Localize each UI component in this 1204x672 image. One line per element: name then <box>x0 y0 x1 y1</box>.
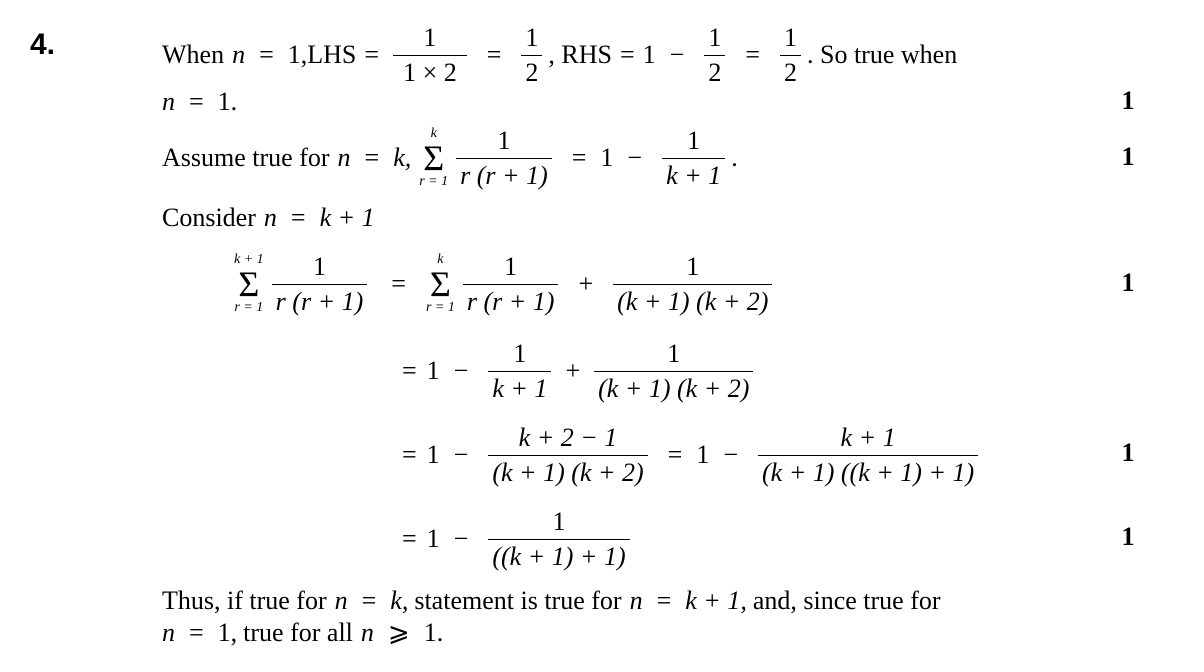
term-fraction: $\frac{k + 1}{(k + 1) ((k + 1) + 1)}$ <box>758 423 978 488</box>
plus-sign: + <box>565 356 581 385</box>
term-fraction: $\frac{1}{r (r + 1)}$ <box>456 126 552 191</box>
summation-symbol: k Σ r = 1 <box>425 252 455 315</box>
half-fraction: $\frac{1}{2}$ <box>780 23 801 88</box>
var-n: n <box>360 618 374 647</box>
consider-text: Consider <box>162 203 256 232</box>
one-value: 1 <box>600 143 614 172</box>
one-value: 1. <box>423 618 444 647</box>
assume-text: Assume true for <box>162 143 330 172</box>
minus-sign: − <box>723 440 738 469</box>
rhs-fraction: $\frac{1}{k + 1}$ <box>662 126 725 191</box>
equals-sign: = <box>364 143 380 172</box>
question-number: 4. <box>30 28 56 61</box>
equals-sign: = <box>391 269 406 298</box>
conclusion-line-2 <box>162 618 443 648</box>
one-value: 1. <box>217 87 238 116</box>
half-fraction: $\frac{1}{2}$ <box>704 23 725 88</box>
step-1-line <box>232 244 778 324</box>
term-fraction: $\frac{k + 2 - 1}{(k + 1) (k + 2)}$ <box>488 423 647 488</box>
equals-sign: = <box>667 440 683 469</box>
minus-sign: − <box>453 440 469 469</box>
minus-sign: − <box>453 524 469 553</box>
var-k: k, <box>393 143 412 172</box>
mark-step-3: 1 <box>1121 438 1135 467</box>
equals-sign: = <box>402 524 417 553</box>
summation-symbol: k Σ r = 1 <box>419 126 449 189</box>
var-n: n <box>162 618 175 647</box>
rhs-label: , RHS <box>548 40 612 69</box>
mark-assumption: 1 <box>1121 142 1135 171</box>
base-case-line <box>162 20 957 90</box>
geq-sign: ⩾ <box>387 618 410 647</box>
summation-symbol: k + 1 Σ r = 1 <box>234 252 264 315</box>
base-case-line-2 <box>162 86 237 118</box>
consider-line <box>162 202 375 234</box>
equals-sign: = <box>656 586 672 615</box>
when-text: When <box>162 40 225 69</box>
conclusion-text: and, since true for <box>752 586 941 615</box>
minus-sign: − <box>669 40 685 69</box>
conclusion-text: Thus, if true for <box>162 586 327 615</box>
k-plus-one: k + 1, <box>685 586 747 615</box>
term-fraction: $\frac{1}{r (r + 1)}$ <box>463 252 559 317</box>
term-fraction: $\frac{1}{(k + 1) (k + 2)}$ <box>613 252 772 317</box>
one-value: 1 <box>696 440 710 469</box>
plus-sign: + <box>578 269 594 298</box>
conclusion-text: true for all <box>243 618 353 647</box>
equals-sign: = <box>259 40 274 69</box>
var-k: k, <box>390 586 409 615</box>
var-n: n <box>334 586 348 615</box>
var-n: n <box>263 203 277 232</box>
mark-step-4: 1 <box>1121 522 1135 551</box>
var-n: n <box>162 87 175 116</box>
lhs-fraction: $\frac{1}{1 \times 2}$ <box>393 23 467 88</box>
term-fraction: $\frac{1}{r (r + 1)}$ <box>272 252 368 317</box>
var-n: n <box>232 40 246 69</box>
step-4-line <box>402 502 636 576</box>
equals-sign: = <box>189 87 204 116</box>
var-n: n <box>629 586 643 615</box>
lhs-label: LHS <box>307 40 357 69</box>
minus-sign: − <box>627 143 643 172</box>
term-fraction: $\frac{1}{(k + 1) (k + 2)}$ <box>594 339 753 404</box>
conclusion-text: statement is true for <box>414 586 622 615</box>
var-n: n <box>337 143 351 172</box>
one-value: 1 <box>426 356 440 385</box>
half-fraction: $\frac{1}{2}$ <box>521 23 542 88</box>
equals-sign: = <box>290 203 306 232</box>
minus-sign: − <box>453 356 469 385</box>
mark-base-case: 1 <box>1121 86 1135 115</box>
one-value: 1, <box>287 40 308 69</box>
one-value: 1 <box>642 40 656 69</box>
so-true-text: . So true when <box>807 40 958 69</box>
mark-step-1: 1 <box>1121 268 1135 297</box>
equals-sign: = <box>361 586 377 615</box>
step-3-line <box>402 418 984 492</box>
step-2-line <box>402 334 759 408</box>
equals-sign: = <box>571 143 587 172</box>
assumption-line <box>162 118 738 198</box>
conclusion-line-1 <box>162 586 941 616</box>
equals-sign: = <box>364 40 380 69</box>
one-value: 1, <box>217 618 238 647</box>
one-value: 1 <box>426 440 440 469</box>
equals-sign: = <box>745 40 760 69</box>
equals-sign: = <box>402 440 417 469</box>
term-fraction: $\frac{1}{k + 1}$ <box>488 339 551 404</box>
equals-sign: = <box>619 40 635 69</box>
equals-sign: = <box>189 618 204 647</box>
period: . <box>731 143 738 172</box>
equals-sign: = <box>486 40 502 69</box>
term-fraction: $\frac{1}{((k + 1) + 1)}$ <box>488 507 629 572</box>
consider-expression: k + 1 <box>319 203 375 232</box>
equals-sign: = <box>402 356 417 385</box>
one-value: 1 <box>426 524 440 553</box>
